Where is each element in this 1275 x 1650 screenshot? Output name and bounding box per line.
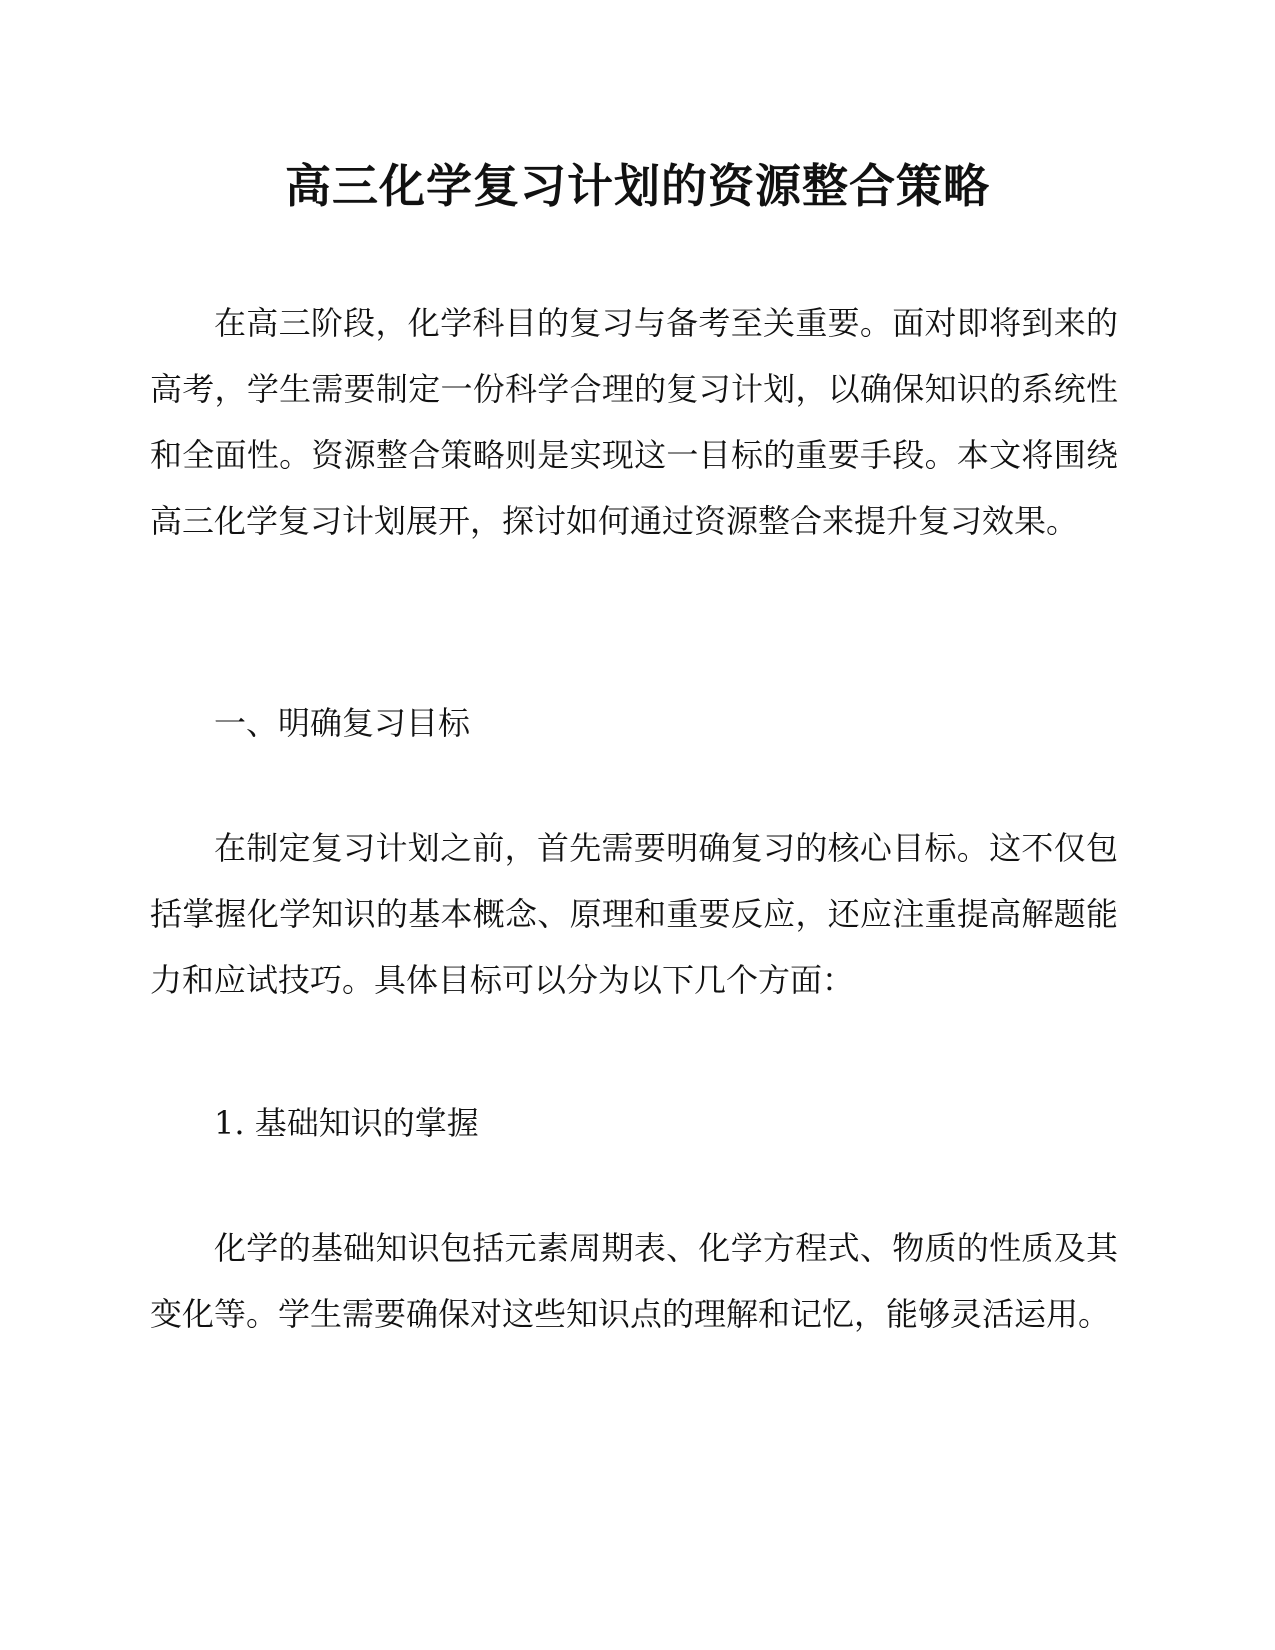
document-title: 高三化学复习计划的资源整合策略 [285, 159, 990, 213]
section-heading: 一、明确复习目标 [214, 704, 471, 742]
section-paragraph: 在制定复习计划之前，首先需要明确复习的核心目标。这不仅包括掌握化学知识的基本概念、原理和重要反应，还应注重提高解题能力和应试技巧。具体目标可以分为以下几个方面： [150, 829, 1118, 999]
subsection-paragraph: 化学的基础知识包括元素周期表、化学方程式、物质的性质及其变化等。学生需要确保对这些知识点的理解和记忆，能够灵活运用。 [150, 1229, 1118, 1333]
intro-paragraph: 在高三阶段，化学科目的复习与备考至关重要。面对即将到来的高考，学生需要制定一份科学合理的复习计划，以确保知识的系统性和全面性。资源整合策略则是实现这一目标的重要手段。本文将围绕高三化学复习计划展开，探讨如何通过资源整合来提升复习效果。 [150, 304, 1118, 540]
subsection-heading: 1. 基础知识的掌握 [214, 1104, 479, 1142]
